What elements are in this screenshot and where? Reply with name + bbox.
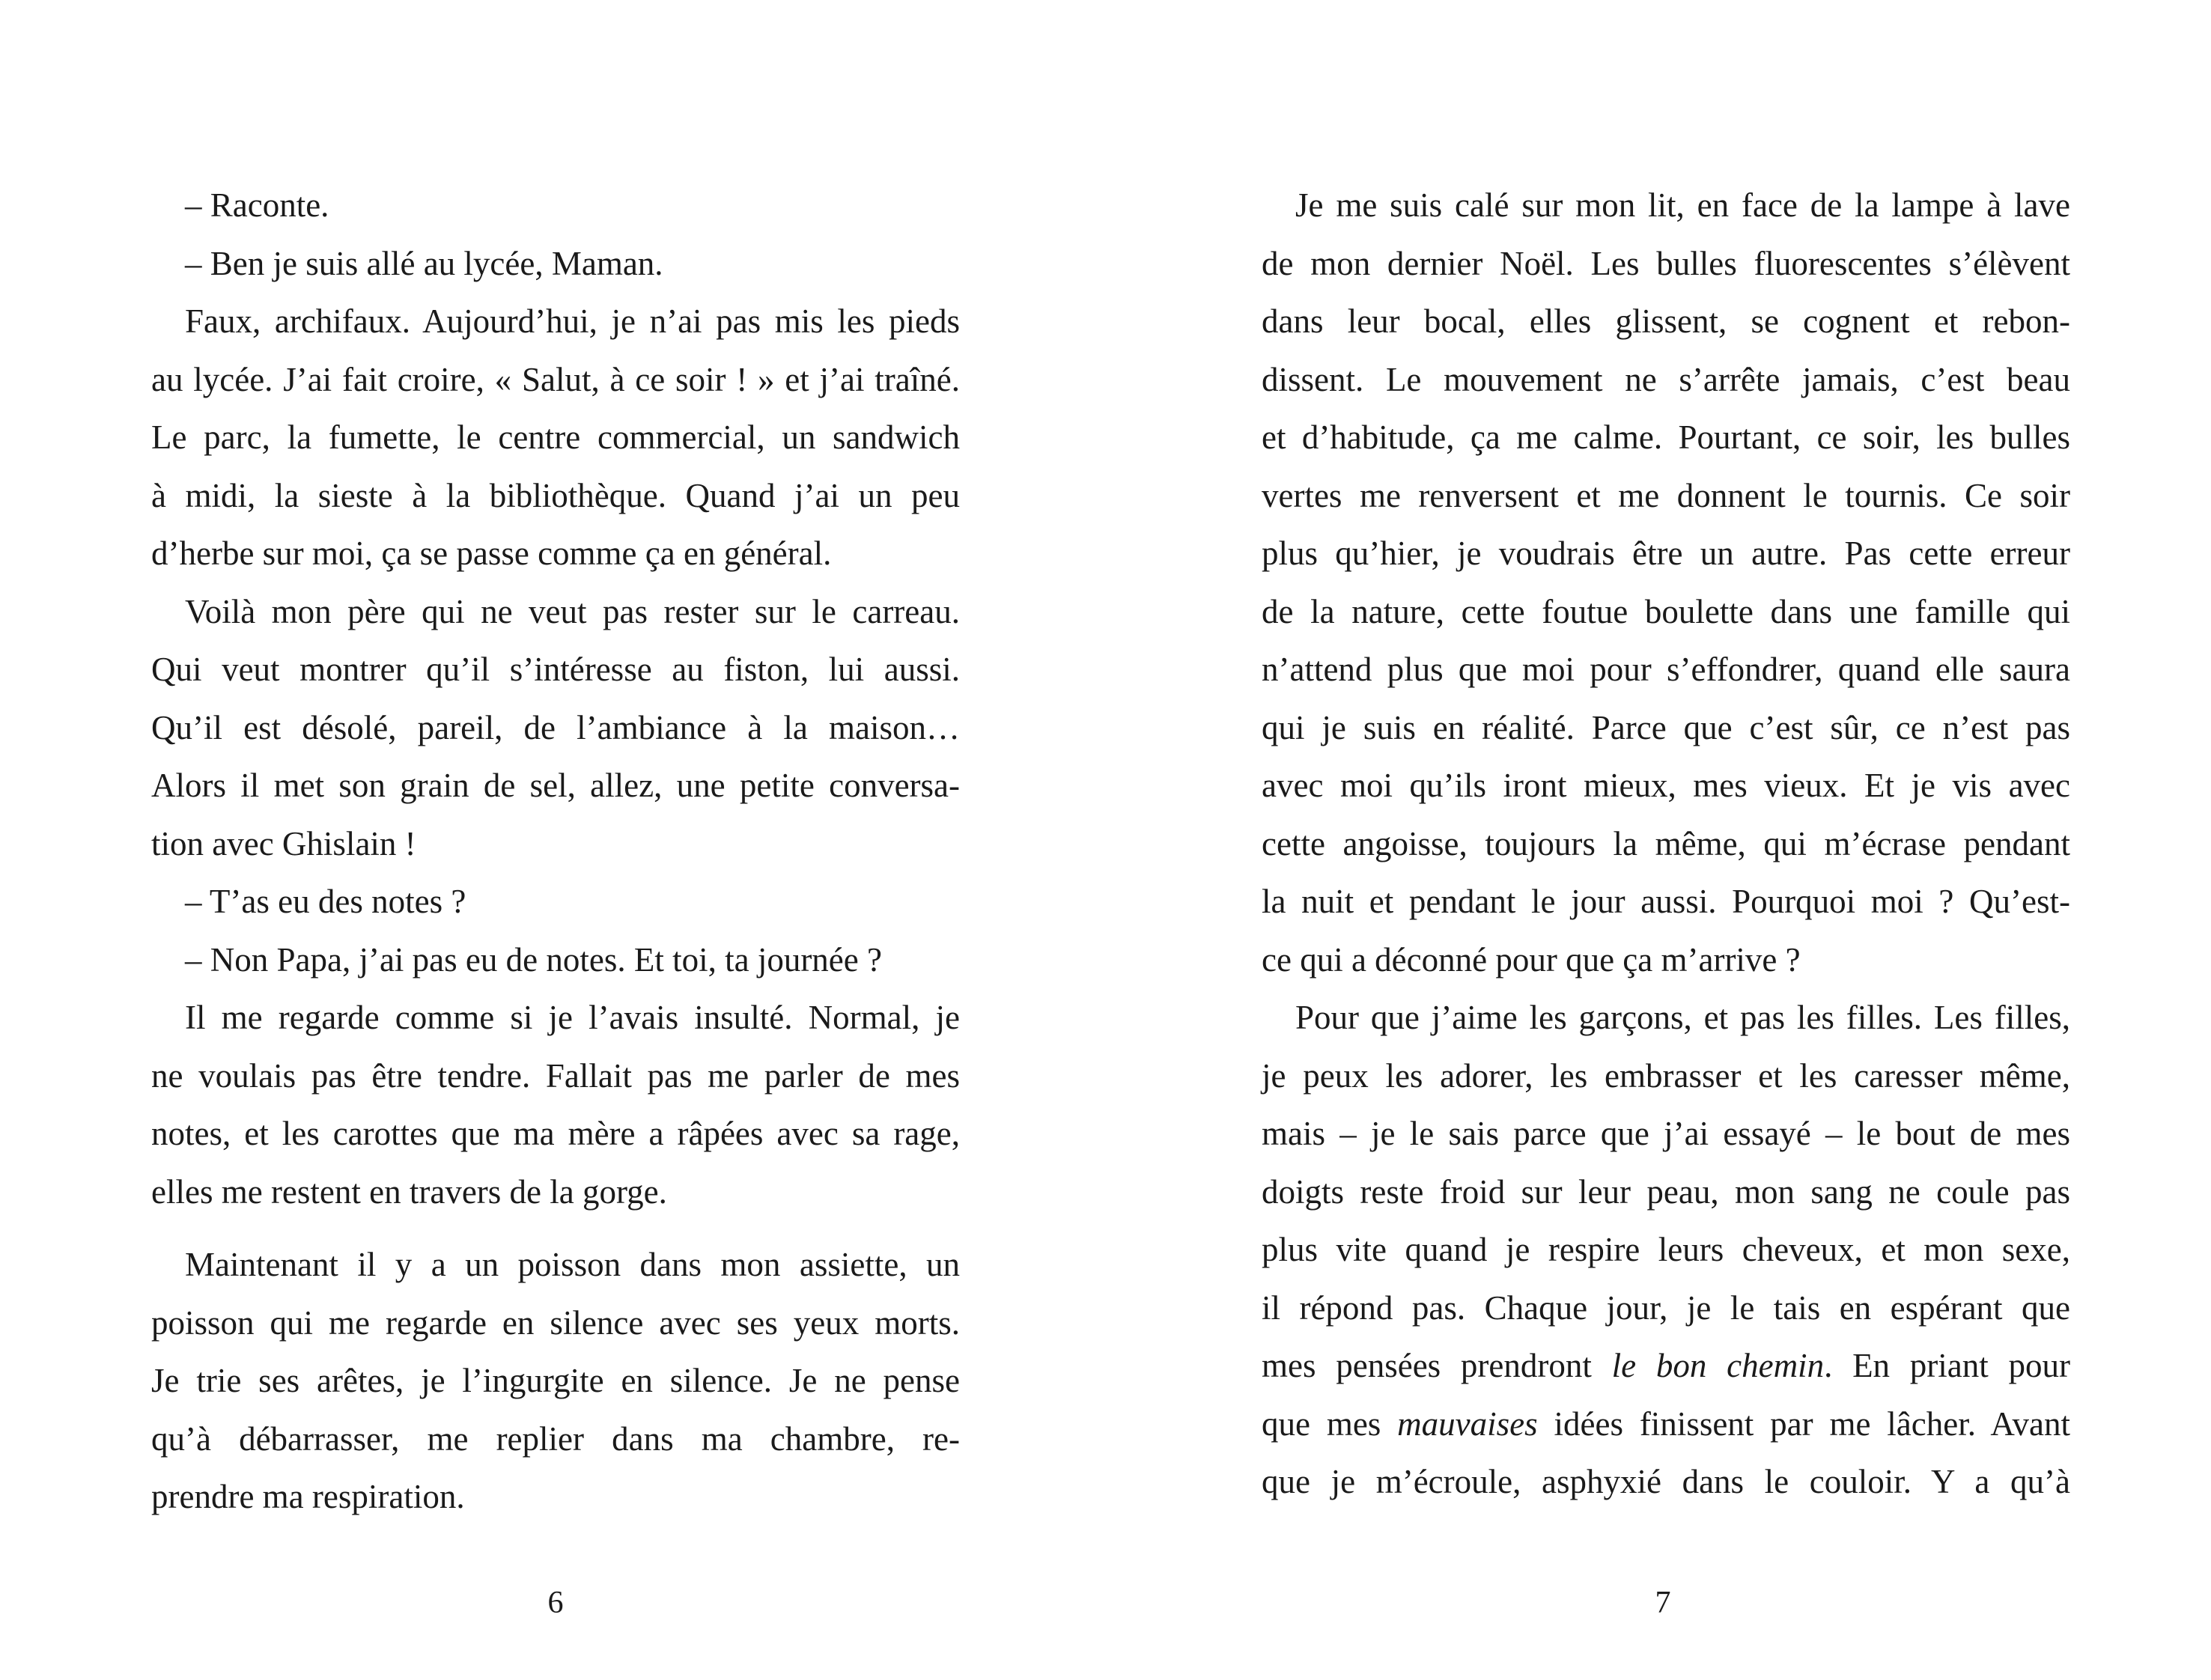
text-segment: de la nature, cette foutue boulette dans une famille qui — [1262, 592, 2070, 630]
text-line — [1262, 1279, 2070, 1338]
text-segment: qui je suis en réalité. Parce que c’est sûr, ce n’est pas — [1262, 708, 2070, 746]
text-line: Qui veut montrer qu’il s’intéresse au fiston, lui aussi. — [151, 651, 960, 688]
text-line: prendre ma respiration. — [151, 1478, 465, 1515]
text-segment: dissent. Le mouvement ne s’arrête jamais, c’est beau — [1262, 360, 2070, 398]
text-line: Je trie ses arêtes, je l’ingurgite en silence. Je ne pense — [151, 1362, 960, 1399]
text-line — [1262, 641, 2070, 699]
page-number-right: 7 — [1655, 1586, 1671, 1620]
text-segment: . En priant pour — [1824, 1347, 2070, 1384]
text-segment: Pour que j’aime les garçons, et pas les filles. Les filles, — [1295, 999, 2070, 1036]
text-line: Maintenant il y a un poisson dans mon assiette, un — [185, 1246, 960, 1283]
text-segment: mais – je le sais parce que j’ai essayé – le bout de mes — [1262, 1115, 2070, 1152]
text-line — [1262, 409, 2070, 467]
text-line — [1262, 1337, 2070, 1396]
text-line: ne voulais pas être tendre. Fallait pas me parler de mes — [151, 1056, 960, 1095]
text-line: à midi, la sieste à la bibliothèque. Quand j’ai un peu — [151, 476, 960, 514]
text-line: Voilà mon père qui ne veut pas rester sur le carreau. — [185, 592, 960, 630]
text-line — [1262, 293, 2070, 351]
italic-emphasis: le bon chemin — [1611, 1347, 1825, 1384]
text-line — [1262, 873, 2070, 931]
text-line — [1262, 235, 2070, 293]
text-segment: dans leur bocal, elles glissent, se cognent et rebon- — [1262, 302, 2070, 340]
text-line: Le parc, la fumette, le centre commercial, un sandwich — [151, 419, 960, 456]
text-line — [1262, 1047, 2070, 1106]
paragraph-gap — [151, 1221, 960, 1236]
text-line: Faux, archifaux. Aujourd’hui, je n’ai pas mis les pieds — [185, 302, 960, 340]
page-number-left: 6 — [547, 1586, 564, 1620]
text-line: – Ben je suis allé au lycée, Maman. — [185, 244, 663, 282]
text-segment: avec moi qu’ils iront mieux, mes vieux. Et je vis avec — [1262, 767, 2070, 804]
text-segment: que mes — [1262, 1404, 1398, 1443]
text-line: poisson qui me regarde en silence avec ses yeux morts. — [151, 1303, 960, 1342]
text-line — [1262, 989, 2070, 1047]
text-line — [1262, 525, 2070, 583]
text-line: qu’à débarrasser, me replier dans ma chambre, re- — [151, 1419, 960, 1458]
text-line: Il me regarde comme si je l’avais insulté. Normal, je — [185, 999, 960, 1036]
right-page-text — [1262, 177, 2070, 1512]
text-segment: plus vite quand je respire leurs cheveux, et mon sexe, — [1262, 1231, 2070, 1268]
text-line: d’herbe sur moi, ça se passe comme ça en général. — [151, 535, 832, 572]
text-line — [1262, 351, 2070, 410]
text-line — [1262, 1453, 2070, 1512]
text-segment: vertes me renversent et me donnent le tournis. Ce soir — [1262, 476, 2070, 514]
text-segment: que je m’écroule, asphyxié dans le couloir. Y a qu’à — [1262, 1463, 2070, 1500]
text-line: notes, et les carottes que ma mère a râpées avec sa rage, — [151, 1115, 960, 1152]
text-segment: il répond pas. Chaque jour, je le tais en espérant que — [1262, 1288, 2070, 1327]
text-segment: Je me suis calé sur mon lit, en face de la lampe à lave — [1295, 186, 2070, 224]
text-line — [1262, 815, 2070, 874]
text-segment: la nuit et pendant le jour aussi. Pourquoi moi ? Qu’est- — [1262, 883, 2070, 920]
left-page-text — [151, 177, 960, 1527]
text-line: – T’as eu des notes ? — [185, 883, 466, 920]
text-line: elles me restent en travers de la gorge. — [151, 1172, 667, 1211]
text-line: tion avec Ghislain ! — [151, 824, 416, 862]
text-line: Qu’il est désolé, pareil, de l’ambiance à la maison… — [151, 708, 960, 746]
text-segment: doigts reste froid sur leur peau, mon sang ne coule pas — [1262, 1172, 2070, 1211]
text-line: Alors il met son grain de sel, allez, une petite conversa- — [151, 767, 960, 804]
text-segment: de mon dernier Noël. Les bulles fluorescentes s’élèvent — [1262, 244, 2070, 282]
italic-emphasis: mauvaises — [1397, 1404, 1538, 1443]
text-line — [1262, 699, 2070, 758]
text-line — [1262, 757, 2070, 815]
text-line — [1262, 931, 2070, 990]
right-page — [1106, 0, 2211, 1680]
text-segment: et d’habitude, ça me calme. Pourtant, ce soir, les bulles — [1262, 419, 2070, 456]
left-page — [0, 0, 1105, 1680]
text-line: – Raconte. — [185, 186, 329, 224]
text-segment: idées finissent par me lâcher. Avant — [1537, 1404, 2070, 1443]
text-line — [1262, 583, 2070, 642]
text-segment: cette angoisse, toujours la même, qui m’écrase pendant — [1262, 824, 2070, 862]
text-segment: ce qui a déconné pour que ça m’arrive ? — [1262, 940, 1801, 979]
text-line — [1262, 1221, 2070, 1279]
text-segment: plus qu’hier, je voudrais être un autre. Pas cette erreur — [1262, 535, 2070, 572]
text-segment: je peux les adorer, les embrasser et les caresser même, — [1262, 1056, 2070, 1095]
text-line — [1262, 467, 2070, 526]
text-segment: n’attend plus que moi pour s’effondrer, quand elle saura — [1262, 651, 2070, 688]
text-line — [1262, 177, 2070, 235]
text-line — [1262, 1105, 2070, 1163]
text-line: au lycée. J’ai fait croire, « Salut, à ce soir ! » et j’ai traîné. — [151, 360, 960, 398]
text-line — [1262, 1163, 2070, 1222]
text-segment: mes pensées prendront — [1262, 1347, 1612, 1384]
text-line: – Non Papa, j’ai pas eu de notes. Et toi, ta journée ? — [185, 940, 882, 979]
text-line — [1262, 1396, 2070, 1454]
